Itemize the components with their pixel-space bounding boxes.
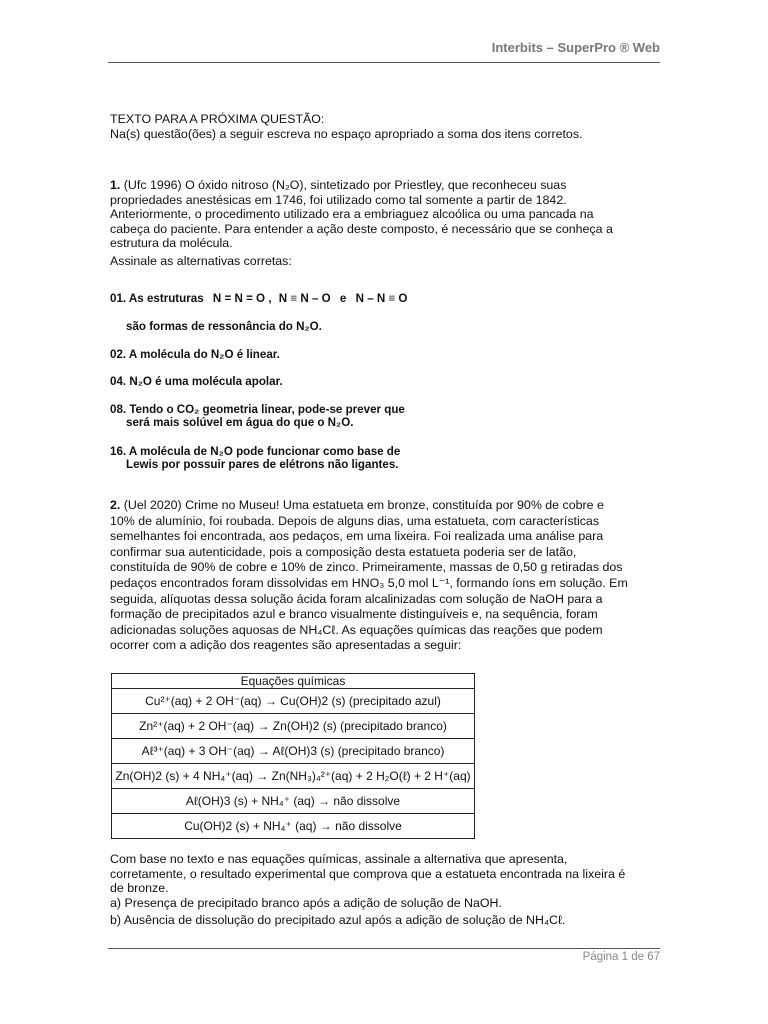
option-08-line-2: será mais solúvel em água do que o N₂O. bbox=[126, 416, 354, 429]
lewis-structure-1: N = N = O bbox=[212, 292, 266, 305]
question-2-line-8: formação de precipitados azul e branco visualmente distinguíveis e, na sequência, foram bbox=[110, 607, 598, 622]
lewis-structure-3: N – N ≡ O bbox=[355, 292, 408, 305]
equation-row: Aℓ³⁺(aq) + 3 OH⁻(aq) → Aℓ(OH)3 (s) (precipitado branco) bbox=[112, 739, 475, 764]
intro-block bbox=[110, 112, 638, 141]
question-1-line-4: cabeça do paciente. Para entender a ação deste composto, é necessário que se conheça a bbox=[110, 221, 613, 236]
question-2-line-9: adicionadas soluções aquosas de NH₄Cℓ. As equações químicas das reações que podem bbox=[110, 622, 603, 637]
question-2-after-line-3: de bronze. bbox=[110, 881, 169, 895]
lewis-structure-2: N ≡ N – O bbox=[278, 292, 331, 305]
option-04: 04. N₂O é uma molécula apolar. bbox=[110, 375, 283, 388]
equations-table bbox=[111, 673, 475, 839]
question-2-line-6: pedaços encontrados foram dissolvidas em HNO₃ 5,0 mol L⁻¹, formando íons em solução. Em bbox=[110, 575, 628, 590]
option-16-line-1: 16. A molécula de N₂O pode funcionar como base de bbox=[110, 445, 401, 458]
question-1-options bbox=[110, 288, 670, 471]
question-1-prompt: Assinale as alternativas corretas: bbox=[110, 253, 292, 268]
option-01: 01. As estruturas N = N = O , N ≡ N – O e N – N ≡ O bbox=[110, 292, 408, 305]
equation-row: Cu(OH)2 (s) + NH₄⁺ (aq) → não dissolve bbox=[112, 814, 475, 839]
option-16-line-2: Lewis por possuir pares de elétrons não ligantes. bbox=[126, 458, 399, 471]
question-2-line-7: seguida, alíquotas dessa solução ácida foram alcalinizadas com solução de NaOH para a bbox=[110, 591, 603, 606]
question-2-number: 2. bbox=[110, 498, 121, 512]
alternative-b: b) Ausência de dissolução do precipitado azul após a adição de solução de NH₄Cℓ. bbox=[110, 913, 566, 927]
question-2-line-3: semelhantes foi encontrada, aos pedaços, em uma lixeira. Foi realizada uma análise para bbox=[110, 529, 604, 544]
page-number: Página 1 de 67 bbox=[582, 951, 660, 963]
option-01-prefix: 01. As estruturas bbox=[110, 292, 204, 305]
question-2-block bbox=[110, 498, 638, 654]
equation-row: Aℓ(OH)3 (s) + NH₄⁺ (aq) → não dissolve bbox=[112, 789, 475, 814]
question-2-line-4: confirmar sua autenticidade, pois a composição desta estatueta poderia ser de latão, bbox=[110, 544, 577, 559]
page-header-title: Interbits – SuperPro ® Web bbox=[491, 40, 660, 55]
intro-heading: TEXTO PARA A PRÓXIMA QUESTÃO: bbox=[110, 112, 325, 126]
equation-row: Cu²⁺(aq) + 2 OH⁻(aq) → Cu(OH)2 (s) (precipitado azul) bbox=[112, 689, 475, 714]
question-2-after-block bbox=[110, 852, 638, 928]
question-2-line-5: constituída de 90% de cobre e 10% de zinco. Primeiramente, massas de 0,50 g retiradas dos bbox=[110, 560, 623, 575]
option-01-conjunction: e bbox=[339, 292, 347, 305]
option-01-line-2: são formas de ressonância do N₂O. bbox=[126, 320, 322, 333]
question-2-line-2: 10% de alumínio, foi roubada. Depois de alguns dias, uma estatueta, com características bbox=[110, 513, 600, 528]
alternative-a: a) Presença de precipitado branco após a adição de solução de NaOH. bbox=[110, 895, 502, 910]
question-2-line-1: 2. (Uel 2020) Crime no Museu! Uma estatueta em bronze, constituída por 90% de cobre e bbox=[110, 498, 604, 512]
equations-table-header: Equações químicas bbox=[112, 674, 475, 689]
question-1-line-3: Anteriormente, o procedimento utilizado era a embriaguez alcoólica ou uma pancada na bbox=[110, 207, 594, 221]
header-rule bbox=[108, 62, 660, 63]
question-1-line-1: 1. (Ufc 1996) O óxido nitroso (N₂O), sintetizado por Priestley, que reconheceu suas bbox=[110, 178, 567, 192]
question-1-line-5: estrutura da molécula. bbox=[110, 236, 233, 250]
question-2-line-10: ocorrer com a adição dos reagentes são apresentadas a seguir: bbox=[110, 638, 462, 653]
option-02: 02. A molécula do N₂O é linear. bbox=[110, 348, 280, 361]
question-2-after-line-1: Com base no texto e nas equações químicas, assinale a alternativa que apresenta, bbox=[110, 852, 568, 866]
option-08-line-1: 08. Tendo o CO₂ geometria linear, pode-se prever que bbox=[110, 403, 405, 416]
footer-rule bbox=[108, 948, 660, 949]
question-1-number: 1. bbox=[110, 178, 121, 192]
question-1-line-2: propriedades anestésicas em 1746, foi utilizado como tal somente a partir de 1842. bbox=[110, 192, 567, 207]
equation-row: Zn²⁺(aq) + 2 OH⁻(aq) → Zn(OH)2 (s) (precipitado branco) bbox=[112, 714, 475, 739]
equation-row: Zn(OH)2 (s) + 4 NH₄⁺(aq) → Zn(NH₃)₄²⁺(aq) + 2 H₂O(ℓ) + 2 H⁺(aq) bbox=[112, 764, 475, 789]
question-1-block bbox=[110, 178, 638, 268]
intro-instruction: Na(s) questão(ões) a seguir escreva no espaço apropriado a soma dos itens corretos. bbox=[110, 126, 583, 141]
question-2-after-line-2: corretamente, o resultado experimental que comprova que a estatueta encontrada na lixeira é bbox=[110, 866, 626, 881]
